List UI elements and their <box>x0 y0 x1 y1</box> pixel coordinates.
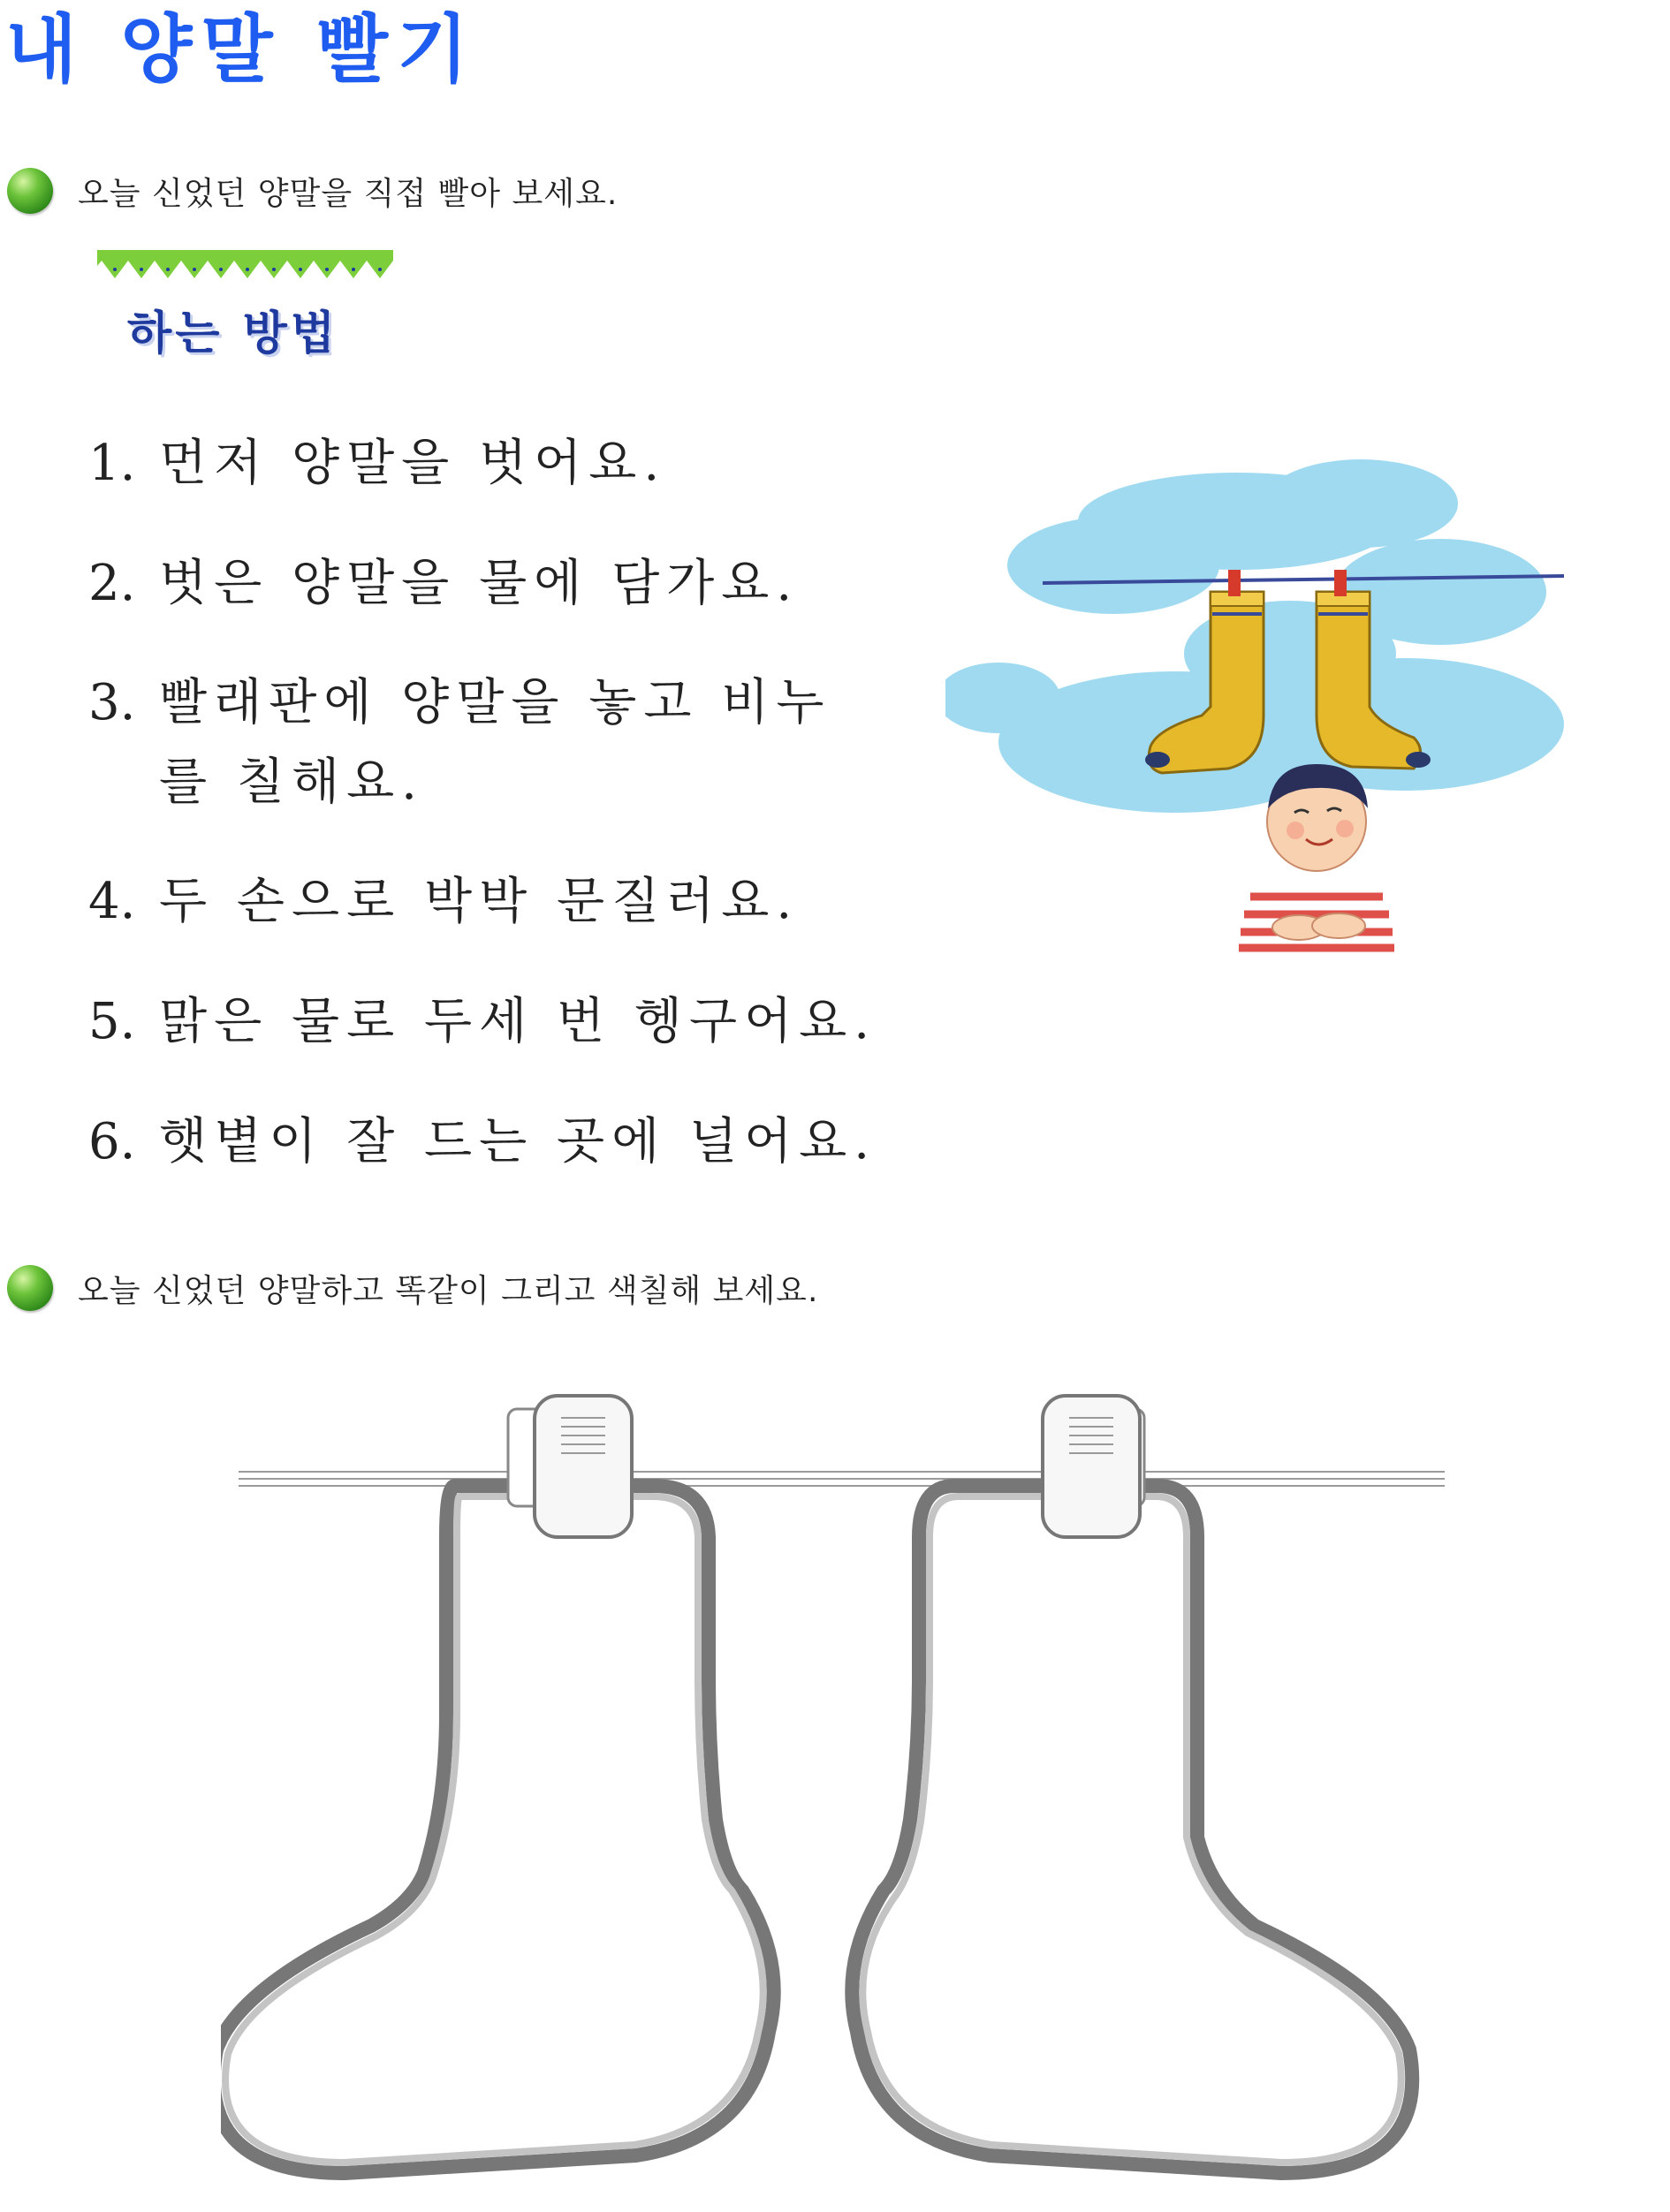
instruction-1-text: 오늘 신었던 양말을 직접 빨아 보세요. <box>78 175 619 212</box>
list-item <box>88 663 866 822</box>
step-number: 2. <box>88 554 136 612</box>
step-text: 햇볕이 잘 드는 곳에 널어요. <box>159 1112 877 1170</box>
step-number: 6. <box>88 1112 136 1170</box>
instruction-2-text: 오늘 신었던 양말하고 똑같이 그리고 색칠해 보세요. <box>78 1272 819 1309</box>
right-clothespin-icon <box>1043 1396 1144 1537</box>
method-heading <box>97 250 393 374</box>
step-number: 4. <box>88 873 136 931</box>
instruction-2 <box>7 1265 818 1311</box>
step-text: 맑은 물로 두세 번 헹구어요. <box>159 992 877 1050</box>
step-text: 빨래판에 양말을 놓고 비누를 칠해요. <box>159 674 831 811</box>
step-number: 3. <box>88 674 136 732</box>
green-ball-bullet-icon <box>7 168 53 214</box>
list-item <box>88 544 884 624</box>
list-item <box>88 424 884 504</box>
step-text: 먼저 양말을 벗어요. <box>159 435 667 492</box>
steps-list <box>88 424 884 1222</box>
method-heading-text: 하는 방법 <box>127 307 339 360</box>
instruction-1 <box>7 168 618 214</box>
green-ball-bullet-icon <box>7 1265 53 1311</box>
step-number: 5. <box>88 992 136 1050</box>
left-clothespin-icon <box>508 1396 632 1537</box>
left-sock-outline <box>221 1486 774 2173</box>
zigzag-banner-icon <box>97 250 393 285</box>
step-text: 벗은 양말을 물에 담가요. <box>159 554 800 612</box>
list-item <box>88 862 884 942</box>
right-sock-outline <box>852 1486 1412 2173</box>
list-item <box>88 982 884 1062</box>
child-looking-at-hanging-socks-illustration <box>945 459 1582 972</box>
list-item <box>88 1102 884 1182</box>
step-number: 1. <box>88 435 136 492</box>
step-text: 두 손으로 박박 문질러요. <box>159 873 800 931</box>
page-title: 내 양말 빨기 <box>5 6 478 93</box>
sock-outline-template <box>221 1378 1458 2191</box>
